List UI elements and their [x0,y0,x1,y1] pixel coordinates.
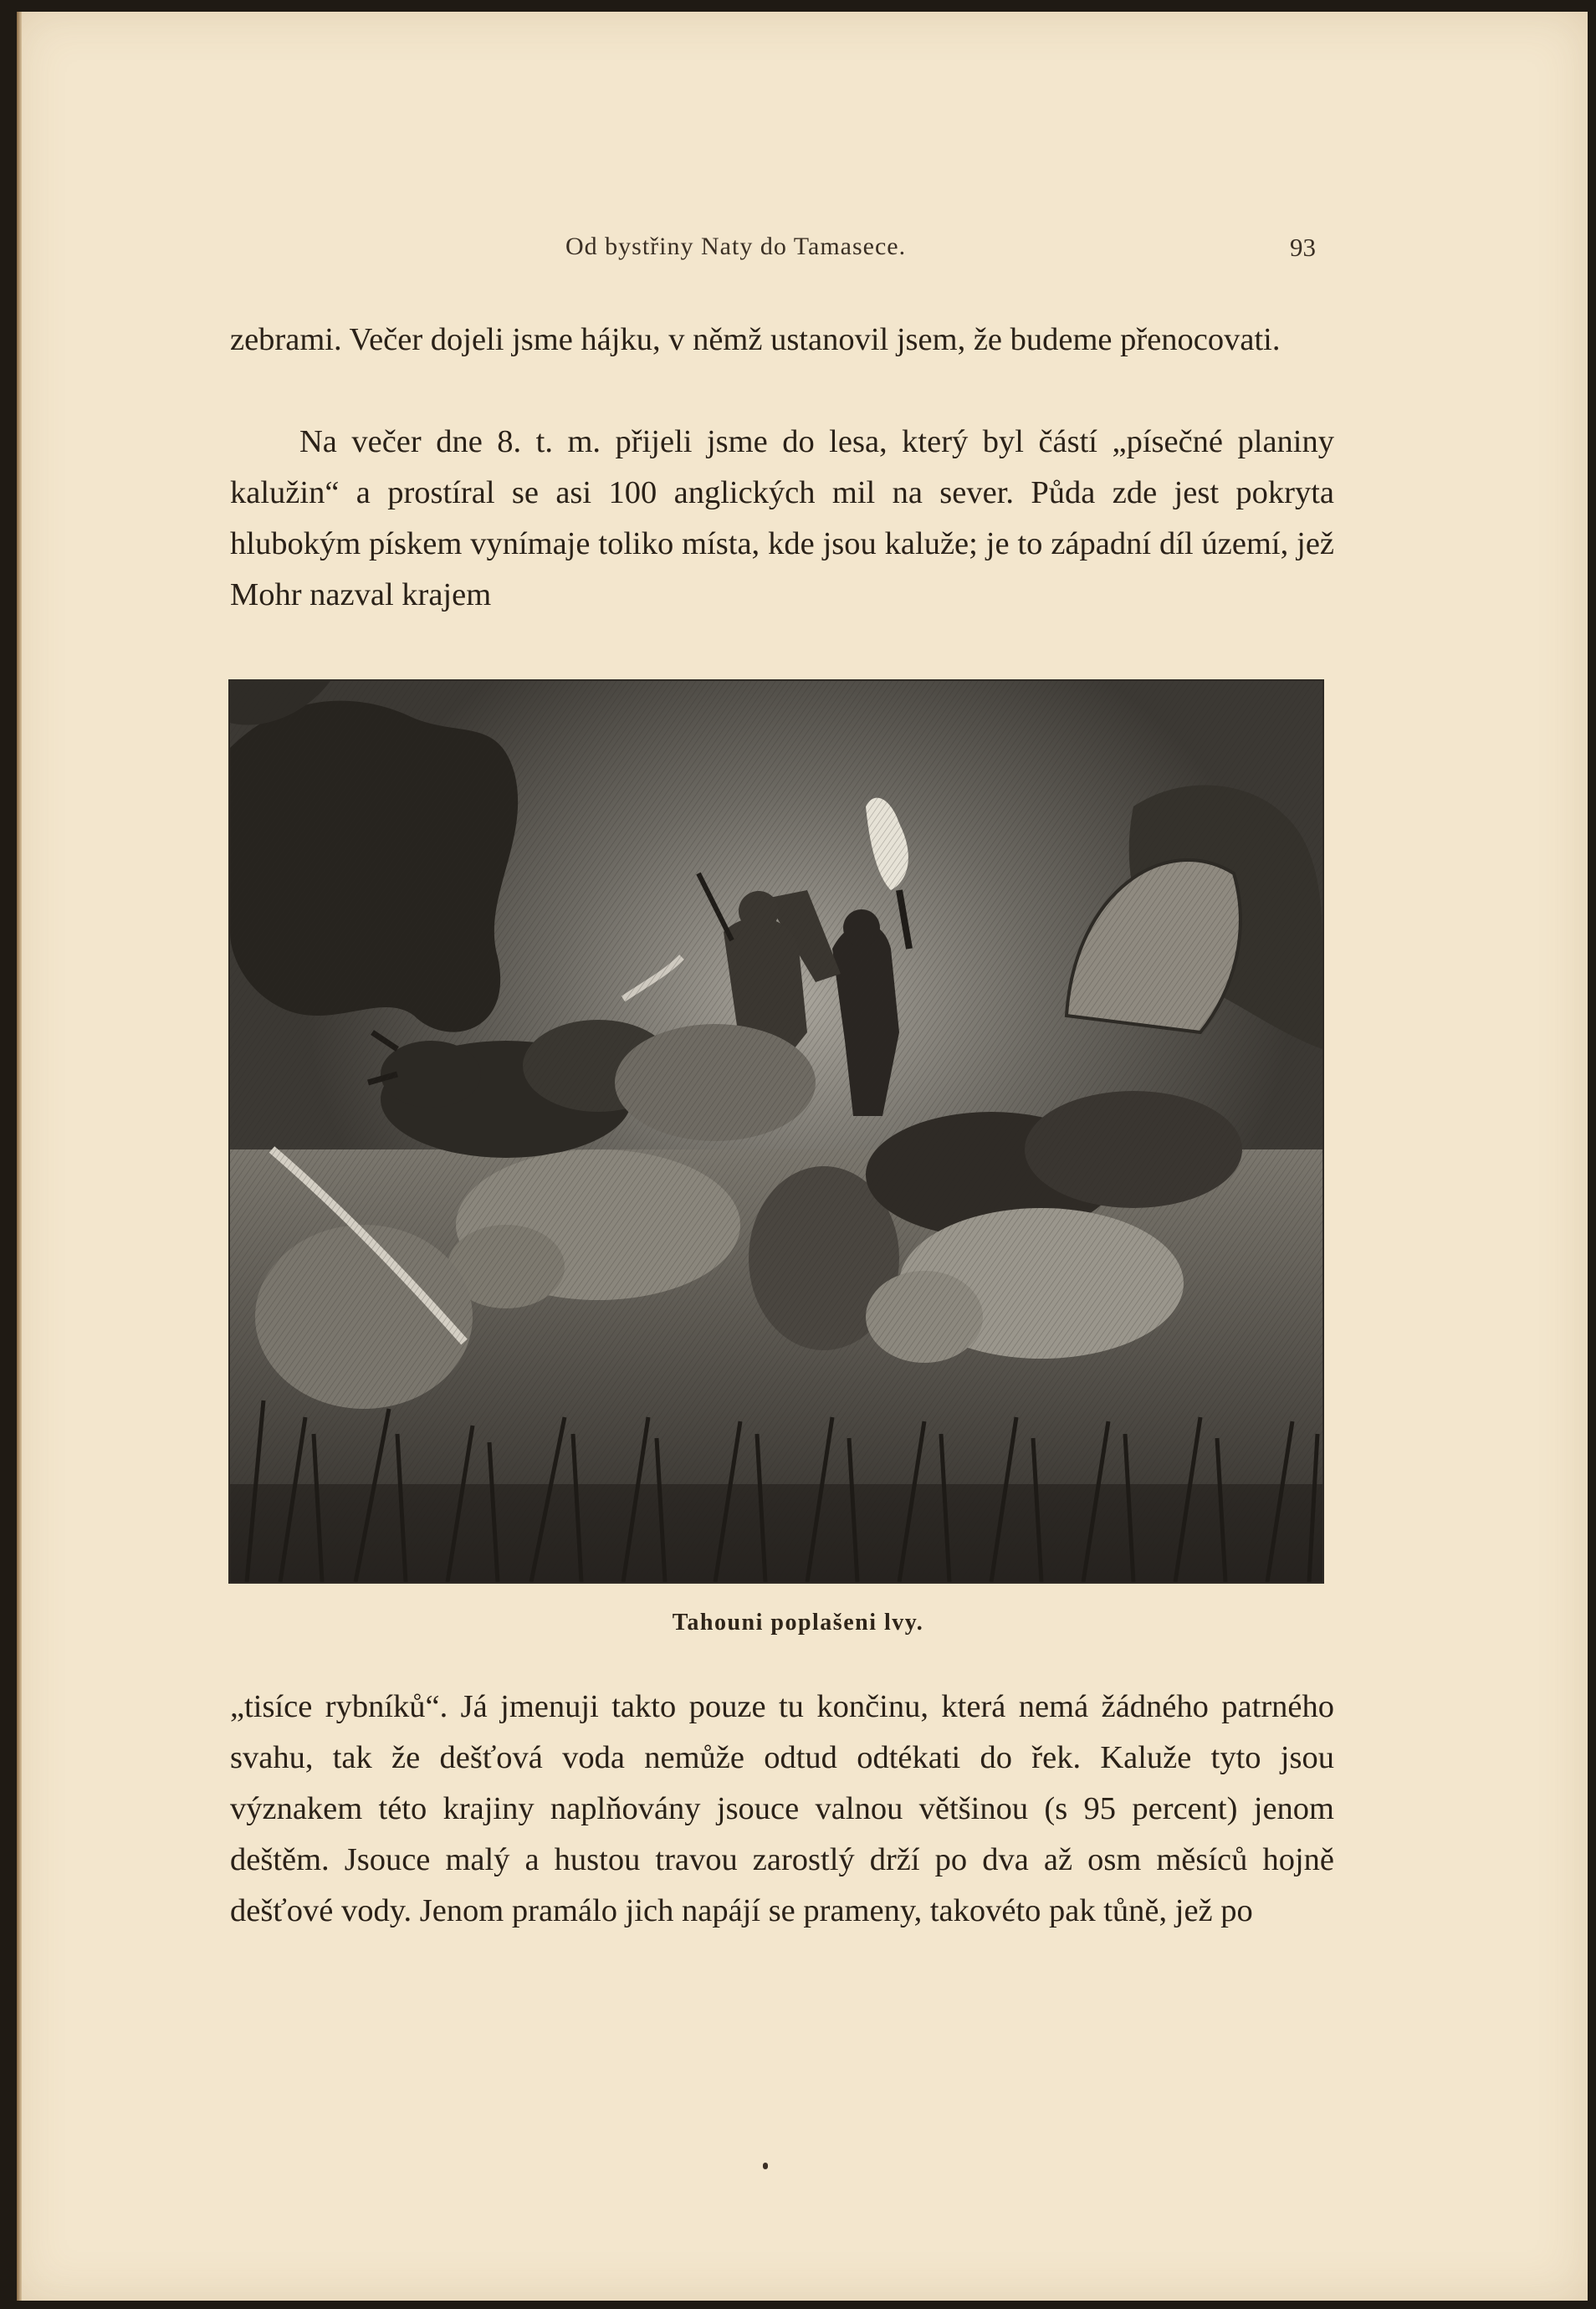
binding-edge [17,12,22,2301]
ink-speck [763,2163,768,2169]
running-head: Od bystřiny Naty do Tamasece. [565,233,907,260]
engraving-illustration [228,679,1324,1584]
page-number: 93 [1290,233,1316,262]
paragraph: Na večer dne 8. t. m. přijeli jsme do lesa, který byl částí „písečné planiny kalužin“ a prostíral se asi 100 anglických mil na sever. Půda zde jest pokryta hlubokým pískem vynímaje toliko místa, kde jsou kaluže; je to západní díl území, jež Mohr nazval krajem [230,424,1334,612]
paragraph: „tisíce rybníků“. Já jmenuji takto pouze tu končinu, která nemá žádného patrného svahu, tak že dešťová voda nemůže odtud odtékati do řek. Kaluže tyto jsou význakem této krajiny naplňovány jsouce valnou většinou (s 95 percent) jenom deštěm. Jsouce malý a hustou travou zarostlý drží po dva až osm měsíců hojně dešťové vody. Jenom pramálo jich napájí se prameny, takovéto pak tůně, jež po [230,1689,1334,1928]
illustration-caption: Tahouni poplašeni lvy. [672,1610,924,1636]
paragraph-continuation: zebrami. Večer dojeli jsme hájku, v němž ustanovil jsem, že budeme přenocovati. [230,322,1281,357]
engraving-picture [230,681,1322,1582]
